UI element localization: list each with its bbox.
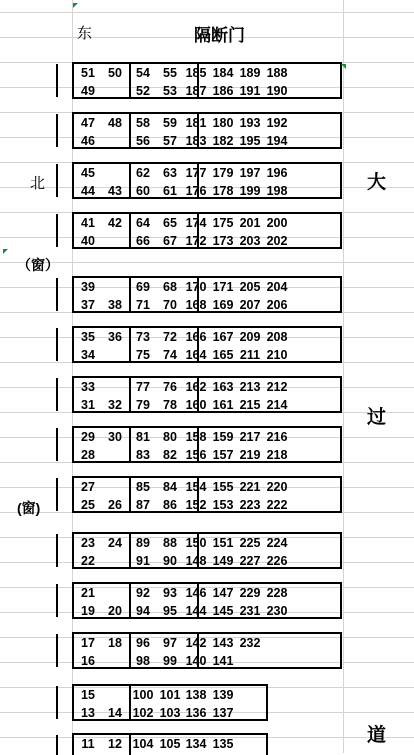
seat-number[interactable]: 63 (163, 166, 177, 180)
seat-number[interactable]: 216 (266, 430, 288, 444)
seat-number[interactable]: 189 (239, 66, 261, 80)
seat-block (72, 276, 342, 313)
aisle-char-dao: 道 (367, 725, 387, 746)
seat-number[interactable]: 230 (266, 604, 288, 618)
seat-number[interactable]: 62 (136, 166, 150, 180)
seat-number[interactable]: 215 (239, 398, 261, 412)
seat-number[interactable]: 44 (81, 184, 95, 198)
seat-number[interactable]: 211 (239, 348, 261, 362)
block-divider (56, 428, 58, 461)
seat-number[interactable]: 92 (136, 586, 150, 600)
seat-number[interactable]: 40 (81, 234, 95, 248)
seat-number[interactable]: 146 (185, 586, 207, 600)
seat-number[interactable]: 182 (212, 134, 234, 148)
seat-number[interactable]: 232 (239, 636, 261, 650)
seat-number[interactable]: 199 (239, 184, 261, 198)
seat-block (72, 162, 342, 199)
seat-number[interactable]: 14 (108, 706, 122, 720)
seat-number[interactable]: 28 (81, 448, 95, 462)
seat-number[interactable]: 203 (239, 234, 261, 248)
seat-number[interactable]: 150 (185, 536, 207, 550)
seat-number[interactable]: 174 (185, 216, 207, 230)
block-divider (56, 735, 58, 755)
seat-number[interactable]: 11 (81, 737, 95, 751)
seat-number[interactable]: 157 (212, 448, 234, 462)
seat-number[interactable]: 184 (212, 66, 234, 80)
seat-number[interactable]: 57 (163, 134, 177, 148)
seat-number[interactable]: 95 (163, 604, 177, 618)
seat-number[interactable]: 81 (136, 430, 150, 444)
seat-number[interactable]: 97 (163, 636, 177, 650)
seat-number[interactable]: 169 (212, 298, 234, 312)
seat-number[interactable]: 166 (185, 330, 207, 344)
seat-number[interactable]: 202 (266, 234, 288, 248)
seat-block (72, 582, 342, 619)
seat-number[interactable]: 35 (81, 330, 95, 344)
seat-number[interactable]: 79 (136, 398, 150, 412)
seat-number[interactable]: 136 (185, 706, 207, 720)
seat-number[interactable]: 31 (81, 398, 95, 412)
seat-block (72, 733, 268, 755)
seat-number[interactable]: 70 (163, 298, 177, 312)
seat-number[interactable]: 142 (185, 636, 207, 650)
seat-number[interactable]: 52 (136, 84, 150, 98)
seat-number[interactable]: 105 (159, 737, 181, 751)
seat-number[interactable]: 177 (185, 166, 207, 180)
seat-number[interactable]: 191 (239, 84, 261, 98)
block-divider (56, 634, 58, 667)
seat-number[interactable]: 20 (108, 604, 122, 618)
seat-number[interactable]: 147 (212, 586, 234, 600)
seat-number[interactable]: 89 (136, 536, 150, 550)
seat-number[interactable]: 163 (212, 380, 234, 394)
seat-number[interactable]: 139 (212, 688, 234, 702)
seat-number[interactable]: 212 (266, 380, 288, 394)
seat-number[interactable]: 41 (81, 216, 95, 230)
seat-number[interactable]: 50 (108, 66, 122, 80)
seat-number[interactable]: 227 (239, 554, 261, 568)
seat-number[interactable]: 140 (185, 654, 207, 668)
seat-number[interactable]: 25 (81, 498, 95, 512)
seat-number[interactable]: 21 (81, 586, 95, 600)
seat-block (72, 426, 342, 463)
window-label-upper: （窗） (17, 257, 59, 273)
seat-number[interactable]: 219 (239, 448, 261, 462)
seat-number[interactable]: 59 (163, 116, 177, 130)
seat-number[interactable]: 171 (212, 280, 234, 294)
seat-number[interactable]: 73 (136, 330, 150, 344)
seat-number[interactable]: 55 (163, 66, 177, 80)
seat-number[interactable]: 16 (81, 654, 95, 668)
seat-number[interactable]: 224 (266, 536, 288, 550)
seat-number[interactable]: 152 (185, 498, 207, 512)
seat-number[interactable]: 71 (136, 298, 150, 312)
seat-number[interactable]: 181 (185, 116, 207, 130)
north-label: 北 (30, 175, 46, 192)
seat-number[interactable]: 201 (239, 216, 261, 230)
window-label-lower: (窗) (17, 500, 41, 516)
seat-number[interactable]: 134 (185, 737, 207, 751)
seat-number[interactable]: 176 (185, 184, 207, 198)
seat-number[interactable]: 49 (81, 84, 95, 98)
seat-number[interactable]: 94 (136, 604, 150, 618)
partition-door-label: 隔断门 (194, 26, 245, 45)
seat-number[interactable]: 68 (163, 280, 177, 294)
seat-number[interactable]: 101 (159, 688, 181, 702)
seat-number[interactable]: 213 (239, 380, 261, 394)
seat-number[interactable]: 151 (212, 536, 234, 550)
seat-number[interactable]: 24 (108, 536, 122, 550)
seat-number[interactable]: 82 (163, 448, 177, 462)
seat-number[interactable]: 160 (185, 398, 207, 412)
seat-number[interactable]: 183 (185, 134, 207, 148)
seat-number[interactable]: 85 (136, 480, 150, 494)
seat-number[interactable]: 77 (136, 380, 150, 394)
seat-number[interactable]: 67 (163, 234, 177, 248)
seat-number[interactable]: 51 (81, 66, 95, 80)
seat-number[interactable]: 159 (212, 430, 234, 444)
seat-number[interactable]: 210 (266, 348, 288, 362)
seat-number[interactable]: 100 (132, 688, 154, 702)
seat-number[interactable]: 197 (239, 166, 261, 180)
seat-number[interactable]: 217 (239, 430, 261, 444)
block-divider (56, 478, 58, 511)
seat-number[interactable]: 93 (163, 586, 177, 600)
seat-number[interactable]: 144 (185, 604, 207, 618)
aisle-char-da: 大 (367, 172, 387, 193)
seat-number[interactable]: 167 (212, 330, 234, 344)
seat-number[interactable]: 64 (136, 216, 150, 230)
cell-marker-icon (73, 3, 78, 8)
gridline (0, 12, 414, 13)
seat-number[interactable]: 91 (136, 554, 150, 568)
seat-number[interactable]: 192 (266, 116, 288, 130)
seat-number[interactable]: 148 (185, 554, 207, 568)
seat-number[interactable]: 66 (136, 234, 150, 248)
seat-number[interactable]: 185 (185, 66, 207, 80)
seat-number[interactable]: 195 (239, 134, 261, 148)
seat-number[interactable]: 141 (212, 654, 234, 668)
seat-number[interactable]: 223 (239, 498, 261, 512)
seat-number[interactable]: 42 (108, 216, 122, 230)
seat-number[interactable]: 207 (239, 298, 261, 312)
seat-number[interactable]: 32 (108, 398, 122, 412)
seat-number[interactable]: 65 (163, 216, 177, 230)
seat-block (72, 532, 342, 569)
seat-number[interactable]: 155 (212, 480, 234, 494)
aisle-char-guo: 过 (367, 407, 387, 428)
seat-number[interactable]: 175 (212, 216, 234, 230)
seat-block (72, 376, 342, 413)
seat-number[interactable]: 54 (136, 66, 150, 80)
seat-number[interactable]: 90 (163, 554, 177, 568)
cell-marker-icon (341, 64, 346, 69)
seat-number[interactable]: 23 (81, 536, 95, 550)
seat-number[interactable]: 19 (81, 604, 95, 618)
seat-number[interactable]: 102 (132, 706, 154, 720)
seat-number[interactable]: 220 (266, 480, 288, 494)
seat-number[interactable]: 158 (185, 430, 207, 444)
seat-number[interactable]: 229 (239, 586, 261, 600)
seat-number[interactable]: 72 (163, 330, 177, 344)
seat-number[interactable]: 218 (266, 448, 288, 462)
seat-number[interactable]: 145 (212, 604, 234, 618)
seat-number[interactable]: 58 (136, 116, 150, 130)
seat-number[interactable]: 78 (163, 398, 177, 412)
seat-number[interactable]: 200 (266, 216, 288, 230)
seat-number[interactable]: 83 (136, 448, 150, 462)
seat-number[interactable]: 138 (185, 688, 207, 702)
seat-number[interactable]: 156 (185, 448, 207, 462)
seat-number[interactable]: 45 (81, 166, 95, 180)
seat-number[interactable]: 222 (266, 498, 288, 512)
seat-number[interactable]: 26 (108, 498, 122, 512)
seat-number[interactable]: 99 (163, 654, 177, 668)
seat-number[interactable]: 135 (212, 737, 234, 751)
seat-number[interactable]: 226 (266, 554, 288, 568)
seat-number[interactable]: 193 (239, 116, 261, 130)
seat-number[interactable]: 198 (266, 184, 288, 198)
seat-number[interactable]: 168 (185, 298, 207, 312)
seat-number[interactable]: 33 (81, 380, 95, 394)
seat-number[interactable]: 104 (132, 737, 154, 751)
seat-block (72, 476, 342, 513)
block-divider (56, 278, 58, 311)
seat-block (72, 62, 342, 99)
block-divider (56, 584, 58, 617)
seat-number[interactable]: 43 (108, 184, 122, 198)
block-divider (56, 64, 58, 97)
seat-number[interactable]: 187 (185, 84, 207, 98)
seat-number[interactable]: 39 (81, 280, 95, 294)
seat-number[interactable]: 69 (136, 280, 150, 294)
seat-number[interactable]: 190 (266, 84, 288, 98)
seat-number[interactable]: 48 (108, 116, 122, 130)
seat-number[interactable]: 214 (266, 398, 288, 412)
seat-number[interactable]: 164 (185, 348, 207, 362)
seat-number[interactable]: 80 (163, 430, 177, 444)
seat-number[interactable]: 34 (81, 348, 95, 362)
seat-number[interactable]: 231 (239, 604, 261, 618)
seat-number[interactable]: 186 (212, 84, 234, 98)
seat-block (72, 212, 342, 249)
seat-number[interactable]: 143 (212, 636, 234, 650)
seat-block (72, 684, 268, 721)
seat-block (72, 632, 342, 669)
seat-number[interactable]: 96 (136, 636, 150, 650)
seat-number[interactable]: 47 (81, 116, 95, 130)
seat-number[interactable]: 27 (81, 480, 95, 494)
seat-number[interactable]: 74 (163, 348, 177, 362)
seat-number[interactable]: 172 (185, 234, 207, 248)
seat-number[interactable]: 161 (212, 398, 234, 412)
seat-number[interactable]: 76 (163, 380, 177, 394)
seat-number[interactable]: 153 (212, 498, 234, 512)
seat-block (72, 326, 342, 363)
seat-number[interactable]: 179 (212, 166, 234, 180)
block-divider (56, 114, 58, 147)
seat-number[interactable]: 86 (163, 498, 177, 512)
seat-number[interactable]: 149 (212, 554, 234, 568)
seat-number[interactable]: 209 (239, 330, 261, 344)
seat-number[interactable]: 103 (159, 706, 181, 720)
seat-block (72, 112, 342, 149)
east-label: 东 (77, 25, 93, 42)
seat-number[interactable]: 194 (266, 134, 288, 148)
block-divider (56, 534, 58, 567)
block-divider (56, 686, 58, 719)
seat-number[interactable]: 60 (136, 184, 150, 198)
seat-number[interactable]: 22 (81, 554, 95, 568)
seat-number[interactable]: 56 (136, 134, 150, 148)
seat-number[interactable]: 206 (266, 298, 288, 312)
cell-marker-icon (3, 249, 8, 254)
block-divider (56, 214, 58, 247)
block-divider (56, 328, 58, 361)
seat-number[interactable]: 162 (185, 380, 207, 394)
seat-number[interactable]: 53 (163, 84, 177, 98)
seat-number[interactable]: 221 (239, 480, 261, 494)
seat-number[interactable]: 17 (81, 636, 95, 650)
seat-number[interactable]: 12 (108, 737, 122, 751)
seat-number[interactable]: 18 (108, 636, 122, 650)
seat-number[interactable]: 178 (212, 184, 234, 198)
seat-number[interactable]: 13 (81, 706, 95, 720)
seat-number[interactable]: 37 (81, 298, 95, 312)
seat-number[interactable]: 75 (136, 348, 150, 362)
seat-number[interactable]: 137 (212, 706, 234, 720)
seat-number[interactable]: 36 (108, 330, 122, 344)
seat-number[interactable]: 228 (266, 586, 288, 600)
block-divider (56, 164, 58, 197)
seat-number[interactable]: 154 (185, 480, 207, 494)
seat-number[interactable]: 88 (163, 536, 177, 550)
seat-number[interactable]: 61 (163, 184, 177, 198)
seat-number[interactable]: 205 (239, 280, 261, 294)
seat-number[interactable]: 173 (212, 234, 234, 248)
seat-number[interactable]: 87 (136, 498, 150, 512)
seat-number[interactable]: 208 (266, 330, 288, 344)
block-divider (56, 378, 58, 411)
seat-number[interactable]: 29 (81, 430, 95, 444)
seat-number[interactable]: 38 (108, 298, 122, 312)
seat-number[interactable]: 188 (266, 66, 288, 80)
seat-number[interactable]: 196 (266, 166, 288, 180)
seat-number[interactable]: 30 (108, 430, 122, 444)
seat-number[interactable]: 84 (163, 480, 177, 494)
seat-number[interactable]: 15 (81, 688, 95, 702)
gridline (0, 262, 414, 263)
seat-number[interactable]: 165 (212, 348, 234, 362)
seat-number[interactable]: 98 (136, 654, 150, 668)
seat-number[interactable]: 225 (239, 536, 261, 550)
seat-number[interactable]: 180 (212, 116, 234, 130)
seat-number[interactable]: 170 (185, 280, 207, 294)
seat-number[interactable]: 204 (266, 280, 288, 294)
seat-number[interactable]: 46 (81, 134, 95, 148)
